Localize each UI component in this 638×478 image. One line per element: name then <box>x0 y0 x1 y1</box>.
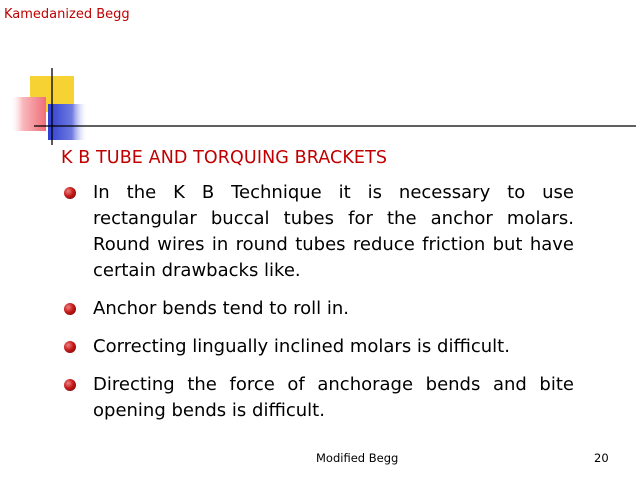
bullet-dot-icon <box>64 379 76 391</box>
slide-header: Kamedanized Begg <box>4 7 130 22</box>
bullet-dot-icon <box>64 303 76 315</box>
decorative-squares <box>0 0 638 150</box>
bullet-item <box>62 372 574 424</box>
bullet-text: In the K B Technique it is necessary to use rectangular buccal tubes for the anchor molars. Round wires in round tubes reduce friction but have certain drawbacks like. <box>93 182 574 281</box>
page-number: 20 <box>594 451 609 465</box>
footer-title: Modified Begg <box>316 451 399 465</box>
deco-blue-square <box>48 104 88 140</box>
bullet-text: Correcting lingually inclined molars is difficult. <box>93 336 510 357</box>
slide-title: K B TUBE AND TORQUING BRACKETS <box>61 148 388 168</box>
bullet-text: Directing the force of anchorage bends and bite opening bends is difficult. <box>93 374 574 421</box>
bullet-item <box>62 180 574 284</box>
bullet-dot-icon <box>64 187 76 199</box>
bullet-dot-icon <box>64 341 76 353</box>
bullet-list <box>62 180 574 436</box>
bullet-item <box>62 334 574 360</box>
bullet-item <box>62 296 574 322</box>
bullet-text: Anchor bends tend to roll in. <box>93 298 349 319</box>
